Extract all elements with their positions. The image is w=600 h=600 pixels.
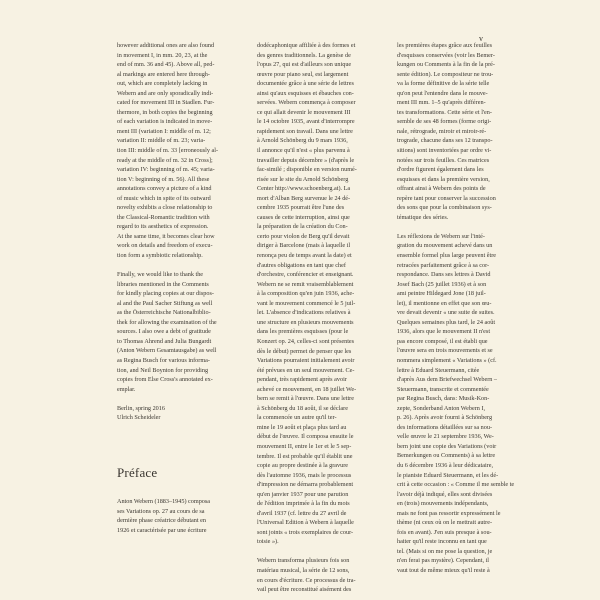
text-line: as the Österreichische Nationalbiblio- (117, 309, 211, 317)
text-line: (Anton Webern Gesamtausgabe) as well (117, 347, 217, 355)
text-line: cated for movement III in Stadlen. Fur- (117, 99, 215, 107)
text-line: dans les premières esquisses (pour le (257, 328, 349, 336)
text-line: tel. (Mais si on me pose la question, je (397, 547, 493, 555)
text-line: Quelques semaines plus tard, le 24 août (397, 318, 496, 326)
text-line: dès le début) permet de penser que les (257, 347, 352, 355)
text-line: Anton Webern (1883–1945) composa (117, 498, 211, 505)
text-line: ment III (variation I: middle of m. 12; (117, 127, 211, 135)
text-line: du 6 décembre 1936 à leur dédicataire, (397, 462, 494, 470)
text-line: let. L'absence d'indications relatives à (257, 309, 351, 317)
text-line: gration du mouvement achevé dans un (397, 242, 493, 250)
text-line: de l'édition imprimée à la fin du mois (257, 500, 350, 508)
text-line: la préparation de la création du Con- (257, 223, 348, 231)
section-heading: Préface (117, 465, 158, 480)
text-line: mais ne font pas ressortir expressément le (397, 509, 501, 517)
text-line: mine le 19 août et plaça plus tard au (257, 423, 347, 431)
text-line: il annonce qu'il n'est « plus parvenu à (257, 147, 350, 155)
text-line: d'avril 1937 (cf. lettre du 27 avril de (257, 509, 347, 517)
text-line: sources. I also owe a debt of gratitude (117, 328, 211, 336)
text-line: travailler depuis décembre » (d'après le (257, 156, 355, 164)
paragraph-gap (397, 222, 525, 232)
text-line: d'esquisses conservées (voir les Bemer- (397, 51, 495, 59)
text-line: fac-similé ; disponible en version numé- (257, 166, 357, 174)
text-line: sente édition). Le compositeur ne trou- (397, 70, 494, 78)
text-line: tématique des séries. (397, 213, 449, 221)
text-line: copie au propre destinée à la gravure (257, 462, 349, 470)
text-line: des informations détaillées sur sa nou- (397, 423, 493, 431)
text-line: esquisses et dans la première version, (397, 175, 490, 183)
text-line: d'ordre figurent également dans les (397, 166, 484, 174)
text-line: end of mm. 36 and 45). Above all, ped- (117, 61, 215, 69)
text-line: variation IV: beginning of m. 45; varia- (117, 166, 215, 174)
text-line: tion III: middle of m. 33 [erroneously al- (117, 147, 219, 155)
text-line: vre devait devenir « une suite de suites. (397, 309, 495, 317)
text-line: en cours d'écriture. Ce processus de tra- (257, 576, 356, 584)
text-line: retracées parfaitement grâce à sa cor- (397, 261, 490, 269)
text-line: libraries mentioned in the Comments (117, 280, 209, 288)
text-line: annotations convey a picture of a kind (117, 185, 212, 193)
text-line: en (trois) mouvements indépendants, (397, 500, 489, 508)
text-line: velle œuvre le 21 septembre 1936, We- (397, 433, 494, 441)
text-line: out, which are completely lacking in (117, 80, 208, 88)
text-line: des genres traditionnels. La genèse de (257, 51, 351, 59)
text-line: sont joints « trois exemplaires de cour- (257, 528, 354, 536)
text-line: une structure en plusieurs mouvements (257, 318, 354, 326)
text-line: pas encore composé, il est établi que (397, 337, 488, 345)
text-line: however additional ones are also found (117, 42, 215, 49)
text-line: 1936, alors que le mouvement II n'est (397, 328, 491, 336)
text-line: Steuermann, transcrite et commentée (397, 385, 489, 393)
text-line: l'Universal Edition à Webern à laquelle (257, 519, 354, 527)
text-line: toisie »). (257, 538, 279, 546)
text-line: va la forme définitive de la série telle (397, 80, 490, 88)
text-line: Josef Bach (25 juillet 1936) et à son (397, 280, 487, 288)
text-line: l'œuvre sera en trois mouvements et se (397, 347, 493, 355)
text-line: p. 26). Après avoir fourni à Schönberg (397, 414, 493, 422)
text-line: copies from Else Cross's annotated ex- (117, 376, 213, 384)
text-line: Webern and are only sporadically indi- (117, 89, 214, 97)
text-line: à Arnold Schönberg du 9 mars 1936, (257, 137, 348, 145)
text-line: été prévues en un seul mouvement. Ce- (257, 366, 355, 374)
text-line: work on details and freedom of execu- (117, 242, 213, 250)
text-line: nommera simplement « Variations » (cf. (397, 357, 497, 364)
text-line: the Classical-Romantic tradition with (117, 213, 210, 221)
text-line: thermore, in both copies the beginning (117, 108, 213, 116)
text-line: œuvre pour piano seul, est largement (257, 70, 349, 78)
text-line: causes de cette interruption, ainsi que (257, 213, 350, 221)
text-line: à Schönberg du 18 août, il se déclare (257, 404, 348, 412)
text-line: matériau musical, la série de 12 sons, (257, 567, 350, 575)
text-line: zepte, Sonderband Anton Webern I, (397, 404, 486, 412)
text-line: emplar. (117, 385, 136, 393)
text-line: respondance. Dans ses lettres à David (397, 271, 491, 279)
text-line: Berlin, spring 2016 (117, 404, 165, 412)
text-line: thème (ni ceux où on le mettrait autre- (397, 519, 493, 527)
text-line: Konzert op. 24, celles-ci sont présentes (257, 337, 355, 345)
text-line: diriger à Barcelone (mais à laquelle il (257, 242, 351, 250)
page-number: v (479, 34, 484, 43)
french-text-column-3 (397, 41, 525, 576)
text-line: mouvement II, entre le 1er et le 5 sep- (257, 442, 352, 450)
text-line: in movement I, in mm. 20, 23, at the (117, 51, 208, 59)
text-line: of each variation is indicated in move- (117, 118, 213, 126)
text-line: nale, rétrograde, miroir et miroir-ré- (397, 127, 487, 135)
text-line: Webern transforma plusieurs fois son (257, 557, 350, 565)
text-line: cembre 1935 pourrait être l'une des (257, 204, 345, 212)
text-line: ce qui allait devenir le mouvement III (257, 108, 351, 116)
text-line: Finally, we would like to thank the (117, 271, 204, 279)
text-line: d'orchestre, conférencier et enseignant. (257, 271, 354, 279)
text-line: bern joint une copie des Variations (voir (397, 442, 497, 450)
text-line: tion, and Neil Boynton for providing (117, 366, 209, 374)
text-line: ready at the middle of m. 32 in Cross]; (117, 156, 213, 164)
text-line: lettre à Eduard Steuermann, citée (397, 366, 480, 374)
text-line: sitions) sont inventoriées par ordre vi- (397, 147, 492, 155)
text-line: offrant ainsi à Webern des points de (397, 185, 486, 193)
text-line: dès l'automne 1936, mais le processus (257, 471, 352, 479)
text-line: qu'en janvier 1937 pour une parution (257, 490, 349, 498)
text-line: des sons que pour la combinaison sys- (397, 204, 492, 212)
paragraph-gap (257, 547, 385, 557)
text-line: tion V: beginning of m. 56). All these (117, 175, 210, 183)
text-line: certo pour violon de Berg qu'il devait (257, 232, 350, 240)
text-line: kungen ou Comments à la fin de la pré- (397, 61, 495, 69)
text-line: à la composition qu'en juin 1936, ache- (257, 290, 355, 298)
text-line: la commencée un autre qu'il ter- (257, 414, 337, 422)
text-line: vail peut être reconstitué aisément des (257, 586, 352, 594)
paragraph-gap (117, 261, 245, 271)
french-text-column-1 (117, 497, 245, 535)
text-line: dernière phase créatrice débutant en (117, 517, 206, 525)
text-line: achevé ce mouvement, en 18 juillet We- (257, 385, 357, 393)
text-line: dodécaphonique affiliée à des formes et (257, 42, 356, 49)
text-line: Center http://www.schoenberg.at). La (257, 185, 351, 193)
text-line: Ulrich Scheideler (117, 414, 161, 422)
text-line: fois en avant). J'en suis presque à sou- (397, 528, 492, 536)
text-line: Webern ne se remit vraisemblablement (257, 280, 354, 288)
text-line: ment III mm. 1–5 qu'après différen- (397, 99, 486, 107)
text-line: par Regina Busch, dans: Musik-Kon- (397, 395, 490, 403)
text-line: l'avoir déjà indiqué, elles sont divisées (397, 490, 493, 498)
text-line: le pianiste Eduard Steuermann, et les dé- (397, 471, 499, 479)
text-line: crit à cette occasion : « Comme il me semble te (397, 481, 515, 489)
text-line: ensemble formel plus large peuvent être (397, 251, 497, 259)
text-line: 1926 et caractérisée par une écriture (117, 526, 207, 534)
text-line: tembre. Il est probable qu'il établit une (257, 452, 353, 460)
text-line: variation II: middle of m. 23; varia- (117, 137, 206, 145)
text-line: Bemerkungen ou Comments) à sa lettre (397, 452, 496, 460)
text-line: to Thomas Ahrend and Julia Bungardt (117, 337, 212, 345)
english-text-column-1 (117, 41, 245, 423)
text-line: tion form a symbiotic relationship. (117, 252, 203, 260)
text-line: d'après Aus dem Briefwechsel Webern – (397, 376, 497, 384)
text-line: bern se remit à l'œuvre. Dans une lettre (257, 395, 354, 403)
text-line: Les réflexions de Webern sur l'inté- (397, 232, 485, 240)
text-line: qu'on peut l'entendre dans le mouve- (397, 89, 488, 97)
text-line: mort d'Alban Berg survenue le 24 dé- (257, 194, 351, 202)
text-line: ainsi qu'aux esquisses et ébauches con- (257, 89, 354, 97)
paragraph-gap (117, 394, 245, 404)
text-line: as Regina Busch for various informa- (117, 357, 210, 364)
text-line: vant le mouvement commencé le 5 juil- (257, 299, 356, 307)
text-line: début de l'œuvre. Il composa ensuite le (257, 433, 354, 441)
french-text-column-2 (257, 41, 385, 595)
text-line: haiter qu'il reste inconnu en tant que (397, 538, 487, 546)
text-line: repère tant pour conserver la succession (397, 194, 496, 202)
text-line: al and the Paul Sacher Stiftung as well (117, 299, 213, 307)
text-line: tes transformations. Cette série et l'en- (397, 108, 492, 116)
text-line: thek for allowing the examination of the (117, 318, 217, 326)
text-line: le 14 octobre 1935, avant d'interrompre (257, 118, 355, 126)
text-line: l'opus 27, qui est d'ailleurs son unique (257, 61, 352, 69)
text-line: al markings are entered here through- (117, 70, 210, 78)
text-line: trograde, chacune dans ses 12 transpo- (397, 137, 493, 145)
text-line: pendant, très rapidement après avoir (257, 376, 347, 384)
text-line: documentée grâce à une série de lettres (257, 80, 354, 88)
text-line: of music which in spite of its outward (117, 194, 211, 202)
text-line: les premières étapes grâce aux feuilles (397, 42, 492, 49)
text-line: n'en ferai pas mystère). Cependant, il (397, 557, 490, 565)
text-line: regard to its aesthetics of expression. (117, 223, 209, 231)
text-line: Variations pourraient initialement avoir (257, 357, 355, 365)
text-line: novelty exhibits a close relationship to (117, 204, 213, 212)
text-line: ami peintre Hildegard Jone (18 juil- (397, 290, 486, 298)
text-line: semble de ses 48 formes (forme origi- (397, 118, 492, 126)
text-line: risée sur le site du Arnold Schönberg (257, 175, 349, 183)
text-line: let), il mentionne en effet que son œu- (397, 299, 492, 307)
text-line: ses Variations op. 27 au cours de sa (117, 507, 205, 515)
text-line: servées. Webern commença à composer (257, 99, 356, 107)
text-line: for kindly placing copies at our dispos- (117, 290, 214, 298)
text-line: vaut tout de même mieux qu'il reste à (397, 567, 490, 575)
text-line: renonça peu de temps avant la date) et (257, 252, 352, 260)
text-line: At the same time, it becomes clear how (117, 232, 215, 240)
text-line: notées sur trois feuilles. Ces matrices (397, 156, 490, 164)
text-line: d'autres obligations en tant que chef (257, 261, 346, 269)
text-line: rapidement son travail. Dans une lettre (257, 127, 353, 135)
text-line: d'impression ne démarra probablement (257, 481, 354, 489)
